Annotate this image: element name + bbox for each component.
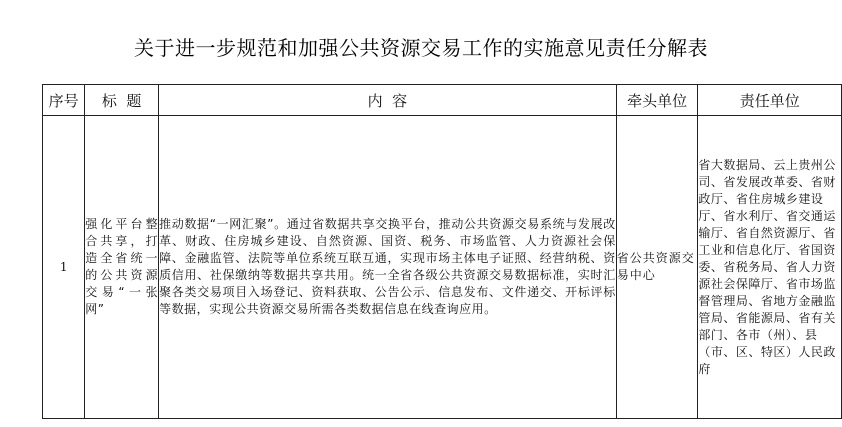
- header-responsible-unit: 责任单位: [698, 85, 842, 116]
- row-content: 推动数据“一网汇聚”。通过省数据共享交换平台，推动公共资源交易系统与发展改革、财政、住房城乡建设、自然资源、国资、税务、市场监管、人力资源社会保障、金融监管、法院等单位系统互联互通，实现市场主体电子证照、经营纳税、资质信用、社保缴纳等数据共享共用。统一全省各级公共资源交易数据标准，实时汇聚各类交易项目入场登记、资料获取、公告公示、信息发布、文件递交、开标评标等数据，实现公共资源交易所需各类数据信息在线查询应用。: [159, 116, 617, 419]
- table-row: [43, 116, 842, 419]
- header-lead-unit: 牵头单位: [616, 85, 698, 116]
- header-no: 序号: [43, 85, 85, 116]
- row-number: 1: [43, 116, 85, 419]
- header-content: 内 容: [159, 85, 617, 116]
- row-title: 强化平台整合共享，打造全省统一的公共资源交易“一张网”: [85, 116, 159, 419]
- document-title: 关于进一步规范和加强公共资源交易工作的实施意见责任分解表: [134, 36, 708, 60]
- responsibility-table: [42, 84, 842, 419]
- header-title: 标 题: [85, 85, 159, 116]
- row-lead-unit: 省公共资源交易中心: [616, 116, 698, 419]
- row-responsible-units: 省大数据局、云上贵州公司、省发展改革委、省财政厅、省住房城乡建设厅、省水利厅、省交通运输厅、省自然资源厅、省工业和信息化厅、省国资委、省税务局、省人力资源社会保障厅、省市场监督管理局、省地方金融监管局、省能源局、省有关部门、各市（州）、县（市、区、特区）人民政府: [698, 116, 842, 419]
- table-header-row: [43, 85, 842, 116]
